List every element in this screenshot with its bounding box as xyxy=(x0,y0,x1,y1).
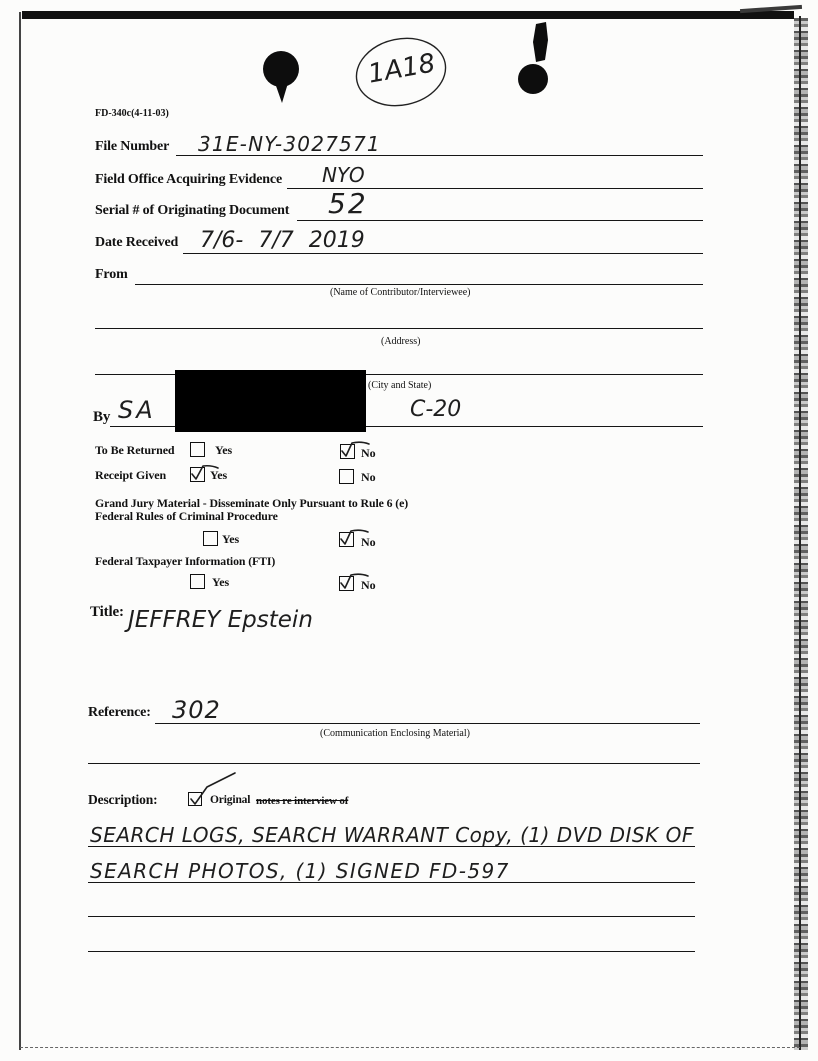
by-label: By xyxy=(93,409,111,425)
receipt-given-yes-checkbox xyxy=(190,467,205,482)
to-be-returned-label: To Be Returned xyxy=(95,443,175,457)
fti-no-checkbox xyxy=(339,576,354,591)
receipt-given-no-label: No xyxy=(361,470,376,484)
scan-edge-bottom xyxy=(20,1047,800,1048)
fti-yes-checkbox xyxy=(190,574,205,589)
hole-punch-left-tail xyxy=(275,83,288,103)
address-caption: (Address) xyxy=(381,336,421,347)
description-rule-1 xyxy=(88,846,695,847)
hole-punch-right xyxy=(518,22,548,94)
reference-line xyxy=(155,723,700,724)
description-struck-text: notes re interview of xyxy=(256,795,349,807)
field-office-value: NYO xyxy=(322,163,365,187)
grand-jury-no-checkbox xyxy=(339,532,354,547)
description-rule-4 xyxy=(88,951,695,952)
by-value: SA xyxy=(118,396,156,424)
fti-label: Federal Taxpayer Information (FTI) xyxy=(95,554,276,568)
description-line-2: SEARCH PHOTOS, (1) SIGNED FD-597 xyxy=(90,859,510,883)
date-received-line xyxy=(183,253,703,254)
hole-punch-left xyxy=(263,51,299,103)
grand-jury-yes-checkbox xyxy=(203,531,218,546)
reference-value: 302 xyxy=(172,696,221,724)
scan-edge-right xyxy=(794,18,808,1050)
check-mark-icon xyxy=(341,445,354,458)
reference-caption: (Communication Enclosing Material) xyxy=(320,728,470,739)
from-caption: (Name of Contributor/Interviewee) xyxy=(330,287,471,298)
redaction-box xyxy=(175,370,366,432)
by-squad: C-20 xyxy=(410,397,462,422)
field-office-label: Field Office Acquiring Evidence xyxy=(95,172,283,187)
file-number-label: File Number xyxy=(95,139,170,154)
receipt-given-yes-label: Yes xyxy=(210,468,228,482)
address-line xyxy=(95,328,703,329)
to-be-returned-no-checkbox xyxy=(340,444,355,459)
from-line xyxy=(135,284,703,285)
date-received-label: Date Received xyxy=(95,235,179,250)
title-label: Title: xyxy=(90,604,124,620)
grand-jury-label-line1: Grand Jury Material - Disseminate Only Pursuant to Rule 6 (e) xyxy=(95,496,409,510)
fti-no-label: No xyxy=(361,578,376,592)
scan-edge-top xyxy=(22,11,794,19)
city-state-caption: (City and State) xyxy=(368,380,432,391)
reference-label: Reference: xyxy=(88,705,151,720)
description-rule-3 xyxy=(88,916,695,917)
serial-label: Serial # of Originating Document xyxy=(95,203,290,218)
to-be-returned-no-label: No xyxy=(361,446,376,460)
description-original-label: Original xyxy=(210,794,251,806)
scan-edge-right-line xyxy=(799,16,801,1050)
file-number-value: 31E-NY-3027571 xyxy=(198,132,381,156)
reference-extra-line xyxy=(88,763,700,764)
to-be-returned-yes-label: Yes xyxy=(215,443,233,457)
grand-jury-label-line2: Federal Rules of Criminal Procedure xyxy=(95,509,278,523)
date-received-value: 7/6- 7/7 2019 xyxy=(200,228,365,253)
receipt-given-label: Receipt Given xyxy=(95,468,167,482)
description-label: Description: xyxy=(88,792,158,807)
grand-jury-no-label: No xyxy=(361,535,376,549)
form-id: FD-340c(4-11-03) xyxy=(95,108,169,119)
description-original-checkbox xyxy=(188,792,202,806)
grand-jury-yes-label: Yes xyxy=(222,532,240,546)
scan-edge-left xyxy=(19,12,21,1050)
check-mark-icon xyxy=(340,577,353,590)
hole-punch-right-circle xyxy=(518,64,548,94)
description-rule-2 xyxy=(88,882,695,883)
check-mark-icon xyxy=(340,533,353,546)
scan-smudge xyxy=(533,22,548,62)
serial-value: 52 xyxy=(328,187,368,220)
description-line-1: SEARCH LOGS, SEARCH WARRANT Copy, (1) DVD DISK OF xyxy=(90,823,694,847)
serial-line xyxy=(297,220,703,221)
receipt-given-no-checkbox xyxy=(339,469,354,484)
exhibit-mark: 1A18 xyxy=(365,48,438,90)
check-mark-icon xyxy=(191,468,204,481)
fti-yes-label: Yes xyxy=(212,575,230,589)
check-mark-icon xyxy=(189,793,201,805)
title-value: JEFFREY Epstein xyxy=(128,607,313,633)
hole-punch-left-circle xyxy=(263,51,299,87)
to-be-returned-yes-checkbox xyxy=(190,442,205,457)
from-label: From xyxy=(95,267,128,282)
